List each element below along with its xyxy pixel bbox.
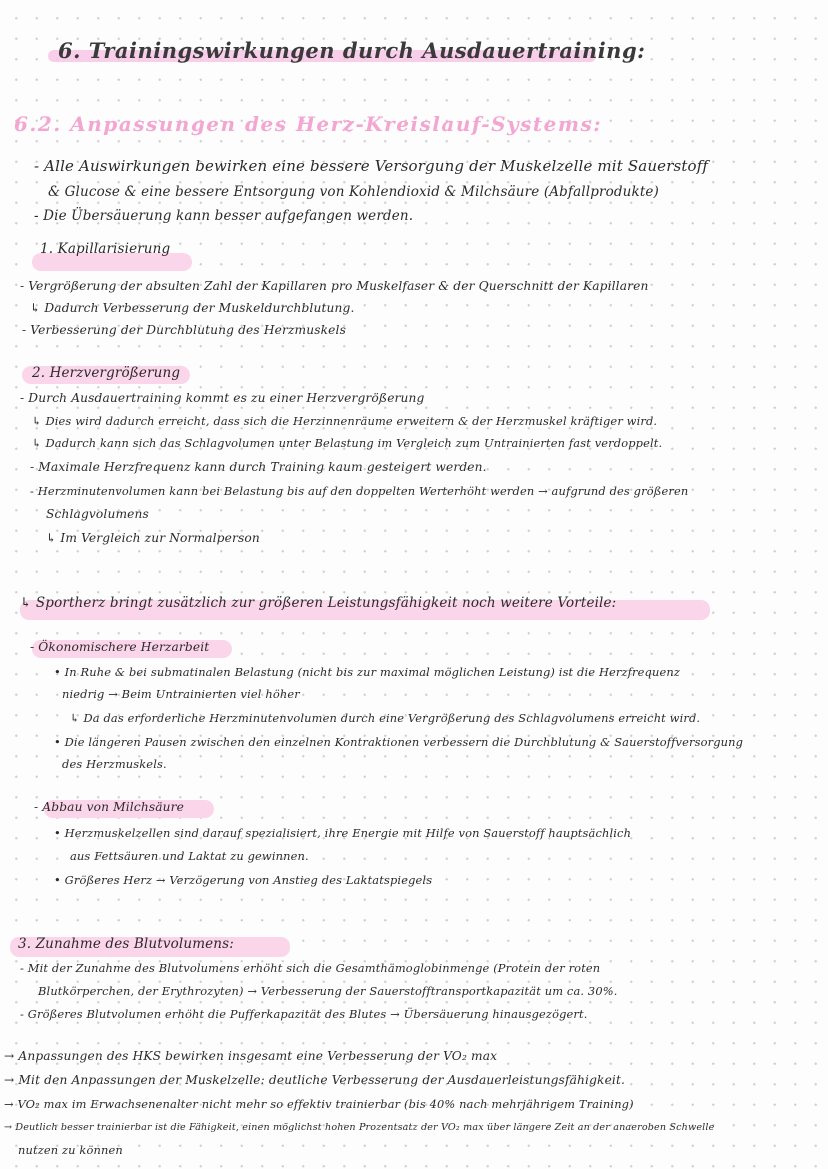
fazit-line: → Deutlich besser trainierbar ist die Fähigkeit, einen möglichst hohen Prozentsatz der VO₂ max über längere Zeit an der anaeroben Schwelle	[4, 1122, 715, 1133]
herz-line: - Maximale Herzfrequenz kann durch Training kaum gesteigert werden.	[30, 460, 487, 474]
oeko-line: • In Ruhe & bei submatinalen Belastung (nicht bis zur maximal möglichen Leistung) ist die Herzfrequenz	[54, 665, 680, 679]
herz-line: ↳ Im Vergleich zur Normalperson	[46, 531, 260, 545]
kapillarisierung-line: - Verbesserung der Durchblutung des Herzmuskels	[22, 323, 346, 337]
sportherz-line: ↳ Sportherz bringt zusätzlich zur größeren Leistungsfähigkeit noch weitere Vorteile:	[20, 595, 617, 611]
oeko-line: • Die längeren Pausen zwischen den einzelnen Kontraktionen verbessern die Durchblutung & Sauerstoffversorgung	[54, 735, 744, 749]
kapillarisierung-heading: 1. Kapillarisierung	[40, 241, 171, 257]
section-heading: 6.2. Anpassungen des Herz-Kreislauf-Systems:	[14, 112, 603, 136]
herz-line: ↳ Dies wird dadurch erreicht, dass sich die Herzinnenräume erweitern & der Herzmuskel kräftiger wird.	[32, 414, 658, 428]
kapillarisierung-line: - Vergrößerung der absulten Zahl der Kapillaren pro Muskelfaser & der Querschnitt der Kapillaren	[20, 279, 649, 293]
intro-line: & Glucose & eine bessere Entsorgung von Kohlendioxid & Milchsäure (Abfallprodukte)	[48, 184, 659, 200]
blut-line: - Größeres Blutvolumen erhöht die Pufferkapazität des Blutes → Übersäuerung hinausgezögert.	[20, 1007, 588, 1021]
fazit-line: → Anpassungen des HKS bewirken insgesamt eine Verbesserung der VO₂ max	[4, 1049, 498, 1063]
fazit-line: → Mit den Anpassungen der Muskelzelle: deutliche Verbesserung der Ausdauerleistungsfähigkeit.	[4, 1073, 626, 1087]
milch-heading: - Abbau von Milchsäure	[34, 800, 184, 814]
fazit-line: → VO₂ max im Erwachsenenalter nicht mehr so effektiv trainierbar (bis 40% nach mehrjährigem Training)	[4, 1097, 634, 1111]
milch-line: • Herzmuskelzellen sind darauf spezialisiert, ihre Energie mit Hilfe von Sauerstoff hauptsächlich	[54, 826, 632, 840]
blut-heading: 3. Zunahme des Blutvolumens:	[18, 936, 234, 952]
herz-line: - Durch Ausdauertraining kommt es zu einer Herzvergrößerung	[20, 391, 425, 405]
intro-line: - Alle Auswirkungen bewirken eine bessere Versorgung der Muskelzelle mit Sauerstoff	[34, 157, 709, 175]
oeko-line: niedrig → Beim Untrainierten viel höher	[62, 687, 300, 701]
herz-line: Schlagvolumens	[46, 507, 149, 521]
oeko-line: ↳ Da das erforderliche Herzminutenvolumen durch eine Vergrößerung des Schlagvolumens erreicht wird.	[70, 711, 701, 725]
milch-line: aus Fettsäuren und Laktat zu gewinnen.	[70, 849, 309, 863]
milch-line: • Größeres Herz → Verzögerung von Anstieg des Laktatspiegels	[54, 873, 433, 887]
blut-line: - Mit der Zunahme des Blutvolumens erhöht sich die Gesamthämoglobinmenge (Protein der roten	[20, 961, 601, 975]
herzvergroesserung-heading: 2. Herzvergrößerung	[32, 365, 181, 381]
herz-line: ↳ Dadurch kann sich das Schlagvolumen unter Belastung im Vergleich zum Untrainierten fast verdoppelt.	[32, 436, 663, 450]
blut-line: Blutkörperchen, der Erythrozyten) → Verbesserung der Sauerstofftransportkapazität um ca. 30%.	[38, 984, 618, 998]
kapillarisierung-line: ↳ Dadurch Verbesserung der Muskeldurchblutung.	[30, 301, 355, 315]
fazit-line: nutzen zu können	[18, 1143, 123, 1157]
intro-line: - Die Übersäuerung kann besser aufgefangen werden.	[34, 208, 414, 224]
oeko-line: des Herzmuskels.	[62, 757, 167, 771]
herz-line: - Herzminutenvolumen kann bei Belastung bis auf den doppelten Werterhöht werden → aufgrund des größeren	[30, 484, 689, 498]
oeko-heading: - Ökonomischere Herzarbeit	[30, 640, 210, 654]
page-title: 6. Trainingswirkungen durch Ausdauertraining:	[58, 38, 646, 63]
